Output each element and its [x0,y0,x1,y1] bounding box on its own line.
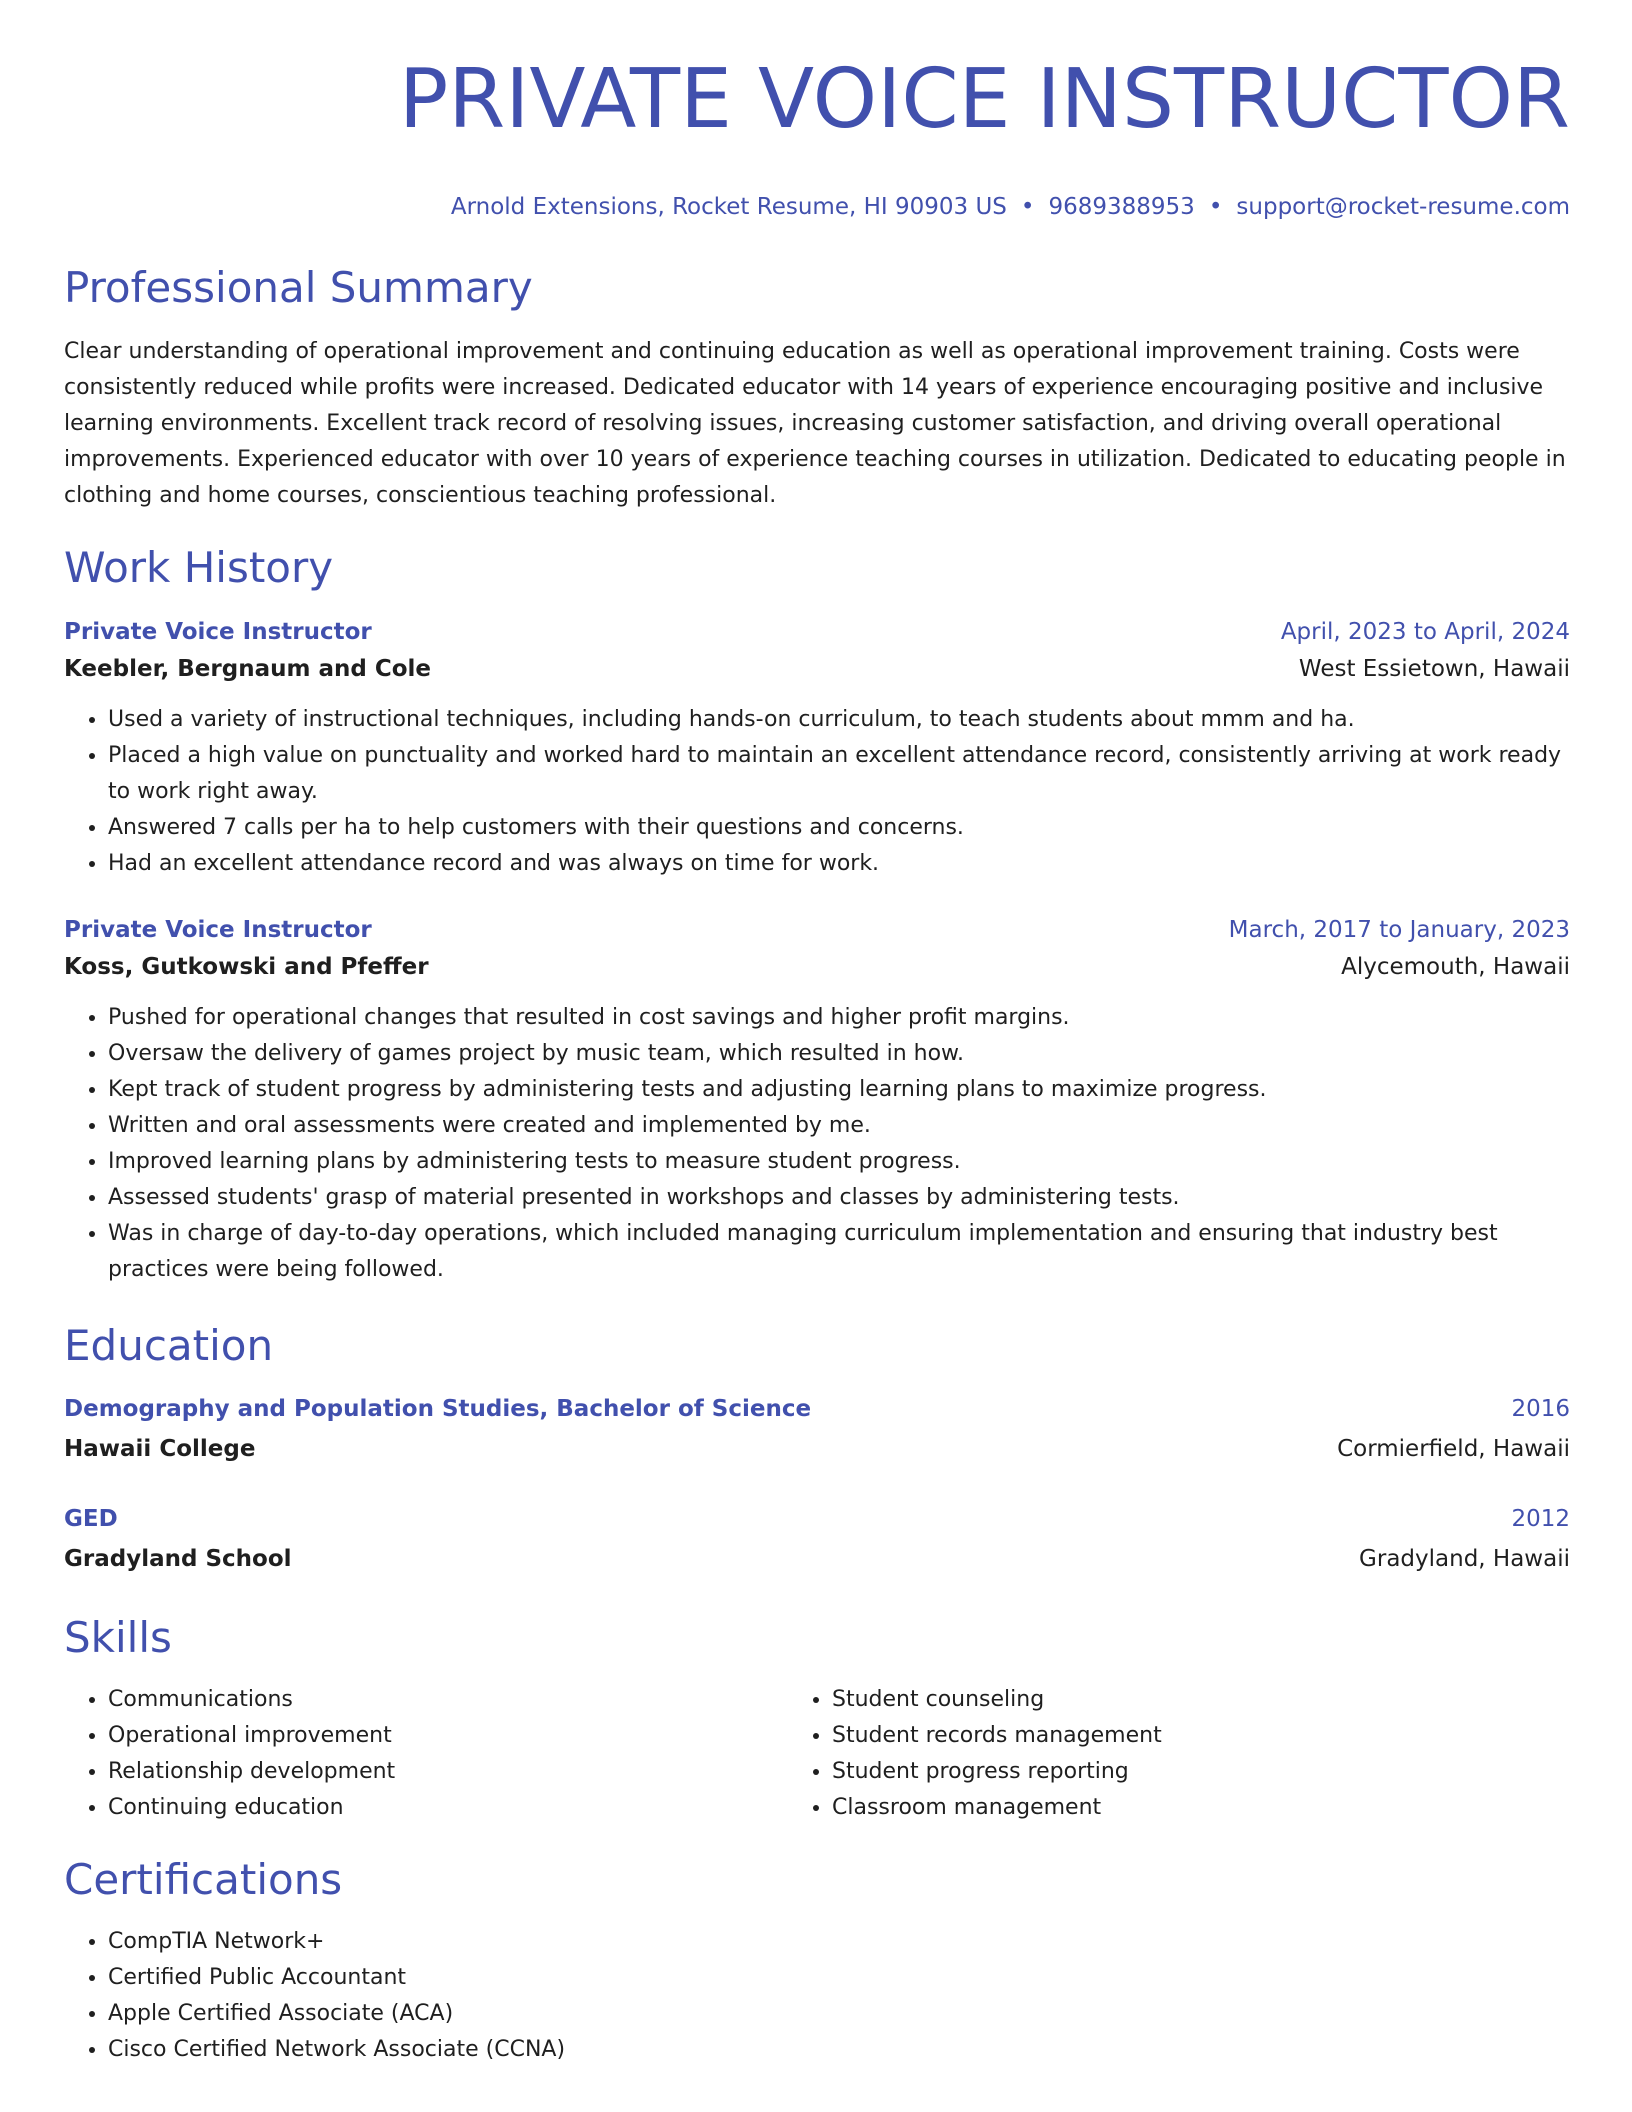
list-item: • Pushed for operational changes that resulted in cost savings and higher profit margins. [108,1000,1570,1036]
certifications-list [64,1924,1570,2068]
skills-heading: Skills [64,1613,172,1662]
list-item: • Improved learning plans by administering tests to measure student progress. [108,1144,1570,1180]
list-item: • Placed a high value on punctuality and worked hard to maintain an excellent attendance record, consistently arriving at work ready to work right away. [108,738,1570,810]
list-item: • Had an excellent attendance record and was always on time for work. [108,846,1570,882]
graduation-year: 2012 [1511,1506,1570,1532]
job-location: Alycemouth, Hawaii [1341,954,1570,980]
list-item: • Was in charge of day-to-day operations, which included managing curriculum implementation and ensuring that industry best practices were being followed. [108,1216,1570,1288]
job-dates: April, 2023 to April, 2024 [1280,619,1570,645]
graduation-year: 2016 [1511,1396,1570,1422]
skills-grid [64,1682,1570,1826]
job-location: West Essietown, Hawaii [1298,656,1570,682]
contact-email: support@rocket-resume.com [1236,194,1570,220]
job-title: Private Voice Instructor [64,917,372,943]
education-heading: Education [64,1321,274,1370]
skill-item: • Student progress reporting [832,1754,1522,1790]
skill-item: • Classroom management [832,1790,1522,1826]
school-name: Hawaii College [64,1436,256,1462]
certification-item: • Certified Public Accountant [108,1960,1570,1996]
skill-item: • Student records management [832,1718,1522,1754]
skills-column-left [64,1682,798,1826]
skill-item: • Student counseling [832,1682,1522,1718]
job-company: Keebler, Bergnaum and Cole [64,656,431,682]
certification-item: • Apple Certified Associate (ACA) [108,1996,1570,2032]
contact-phone: 9689388953 [1048,194,1195,220]
list-item: • Used a variety of instructional techniques, including hands-on curriculum, to teach students about mmm and ha. [108,702,1570,738]
contact-line [64,192,1570,222]
job-entry [64,912,1570,1288]
education-entry [64,1500,1570,1580]
school-name: Gradyland School [64,1546,292,1572]
work-history-section [64,542,1570,1288]
certifications-heading: Certifications [64,1855,343,1904]
certification-item: • Cisco Certified Network Associate (CCNA) [108,2032,1570,2068]
skill-item: • Relationship development [108,1754,798,1790]
list-item: • Kept track of student progress by administering tests and adjusting learning plans to maximize progress. [108,1072,1570,1108]
degree-title: GED [64,1506,118,1532]
contact-separator: • [1020,194,1035,220]
job-dates: March, 2017 to January, 2023 [1228,917,1570,943]
resume-header [64,50,1570,222]
resume-title: PRIVATE VOICE INSTRUCTOR [398,52,1570,147]
contact-address: Arnold Extensions, Rocket Resume, HI 90903 US [450,194,1007,220]
work-history-heading: Work History [64,543,334,592]
skill-item: • Operational improvement [108,1718,798,1754]
skill-item: • Communications [108,1682,798,1718]
skill-item: • Continuing education [108,1790,798,1826]
education-section [64,1320,1570,1580]
degree-title: Demography and Population Studies, Bachelor of Science [64,1396,812,1422]
certifications-section [64,1854,1570,2068]
summary-text: Clear understanding of operational improvement and continuing education as well as operational improvement training. Costs were consistently reduced while profits were increased. Dedicated educator with 14 years of experience encouraging positive and inclusive learning environments. Excellent track record of resolving issues, increasing customer satisfaction, and driving overall operational improvements. Experienced educator with over 10 years of experience teaching courses in utilization. Dedicated to educating people in clothing and home courses, conscientious teaching professional. [64,339,1566,508]
job-entry [64,614,1570,882]
skills-column-right [798,1682,1522,1826]
job-company: Koss, Gutkowski and Pfeffer [64,954,429,980]
job-bullets [64,702,1570,882]
certification-item: • CompTIA Network+ [108,1924,1570,1960]
skills-section [64,1612,1570,1826]
summary-section [64,262,1570,514]
list-item: • Assessed students' grasp of material presented in workshops and classes by administering tests. [108,1180,1570,1216]
education-entry [64,1390,1570,1470]
school-location: Gradyland, Hawaii [1359,1546,1570,1572]
summary-heading: Professional Summary [64,263,533,312]
list-item: • Oversaw the delivery of games project by music team, which resulted in how. [108,1036,1570,1072]
job-title: Private Voice Instructor [64,619,372,645]
list-item: • Answered 7 calls per ha to help customers with their questions and concerns. [108,810,1570,846]
school-location: Cormierfield, Hawaii [1337,1436,1570,1462]
job-bullets [64,1000,1570,1288]
list-item: • Written and oral assessments were created and implemented by me. [108,1108,1570,1144]
contact-separator: • [1208,194,1223,220]
